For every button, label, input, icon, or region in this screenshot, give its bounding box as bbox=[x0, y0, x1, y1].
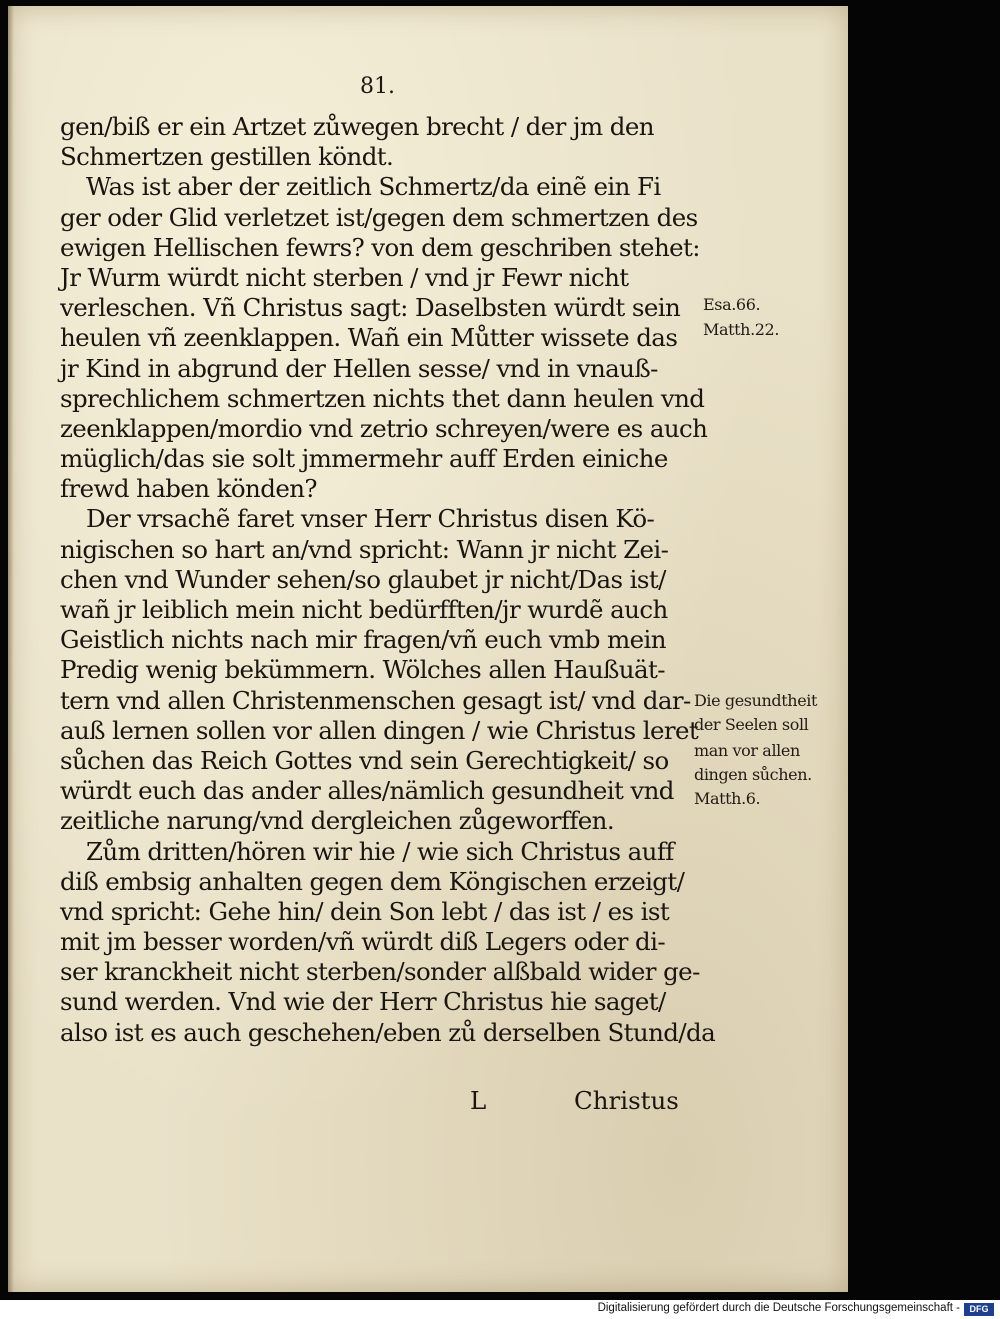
marginal-note: Esa.66. bbox=[703, 295, 761, 314]
text-line: sund werden. Vnd wie der Herr Christus hie saget/ bbox=[60, 987, 666, 1017]
text-line: verleschen. Vñ Christus sagt: Daselbsten würdt sein bbox=[60, 293, 681, 323]
marginal-note: Matth.22. bbox=[703, 320, 780, 339]
catchword: Christus bbox=[574, 1086, 679, 1115]
text-line: Zům dritten/hören wir hie / wie sich Christus auff bbox=[86, 836, 674, 866]
text-line: sprechlichem schmertzen nichts thet dann heulen vnd bbox=[60, 383, 705, 413]
text-line: auß lernen sollen vor allen dingen / wie Christus leret bbox=[60, 715, 699, 745]
text-line: nigischen so hart an/vnd spricht: Wann jr nicht Zei- bbox=[60, 534, 669, 564]
text-line: Schmertzen gestillen köndt. bbox=[60, 142, 394, 172]
text-line: diß embsig anhalten gegen dem Köngischen erzeigt/ bbox=[60, 866, 685, 896]
dfg-logo-icon: DFG bbox=[964, 1303, 994, 1316]
marginal-note: Die gesundtheit bbox=[694, 691, 818, 710]
text-line: also ist es auch geschehen/eben zů derselben Stund/da bbox=[60, 1017, 716, 1047]
text-line: Was ist aber der zeitlich Schmertz/da einẽ ein Fi bbox=[86, 172, 661, 202]
body-text bbox=[60, 112, 716, 1048]
text-line: ser kranckheit nicht sterben/sonder alßbald wider ge- bbox=[60, 957, 700, 987]
marginal-note: man vor allen bbox=[694, 741, 800, 760]
text-line: chen vnd Wunder sehen/so glaubet jr nicht/Das ist/ bbox=[60, 564, 666, 594]
folio-number: 81. bbox=[360, 74, 395, 99]
text-line: mit jm besser worden/vñ würdt diß Legers oder di- bbox=[60, 927, 666, 957]
text-line: gen/biß er ein Artzet zůwegen brecht / der jm den bbox=[60, 112, 654, 141]
text-line: jr Kind in abgrund der Hellen sesse/ vnd in vnauß- bbox=[60, 353, 658, 383]
text-line: zeitliche narung/vnd dergleichen zůgeworffen. bbox=[60, 806, 615, 836]
text-line: Jr Wurm würdt nicht sterben / vnd jr Fewr nicht bbox=[60, 262, 629, 292]
text-line: ewigen Hellischen fewrs? von dem geschriben stehet: bbox=[60, 232, 700, 262]
book-page bbox=[8, 6, 848, 1292]
signature-mark: L bbox=[470, 1086, 487, 1115]
text-line: zeenklappen/mordio vnd zetrio schreyen/were es auch bbox=[60, 413, 708, 443]
funding-credit: Digitalisierung gefördert durch die Deutsche Forschungsgemeinschaft - bbox=[597, 1302, 960, 1314]
text-line: ger oder Glid verletzet ist/gegen dem schmertzen des bbox=[60, 202, 698, 232]
text-line: wañ jr leiblich mein nicht bedürfften/jr wurdẽ auch bbox=[60, 595, 668, 624]
text-line: Der vrsachẽ faret vnser Herr Christus disen Kö- bbox=[86, 504, 655, 534]
text-line: würdt euch das ander alles/nämlich gesundheit vnd bbox=[60, 776, 674, 806]
marginal-note: dingen sůchen. bbox=[694, 765, 812, 784]
text-line: tern vnd allen Christenmenschen gesagt ist/ vnd dar- bbox=[60, 685, 691, 715]
page-edge-shadow bbox=[8, 6, 14, 1292]
text-line: Predig wenig bekümmern. Wölches allen Haußuät- bbox=[60, 655, 665, 685]
text-line: Geistlich nichts nach mir fragen/vñ euch vmb mein bbox=[60, 625, 666, 655]
text-line: sůchen das Reich Gottes vnd sein Gerechtigkeit/ so bbox=[60, 745, 669, 775]
footer-bar bbox=[0, 1300, 1000, 1319]
text-line: müglich/das sie solt jmmermehr auff Erden einiche bbox=[60, 444, 668, 474]
text-line: frewd haben könden? bbox=[60, 474, 317, 504]
marginal-note: der Seelen soll bbox=[694, 715, 809, 734]
marginal-note: Matth.6. bbox=[694, 789, 761, 808]
text-line: heulen vñ zeenklappen. Wañ ein Můtter wissete das bbox=[60, 323, 678, 353]
text-line: vnd spricht: Gehe hin/ dein Son lebt / das ist / es ist bbox=[60, 896, 670, 926]
